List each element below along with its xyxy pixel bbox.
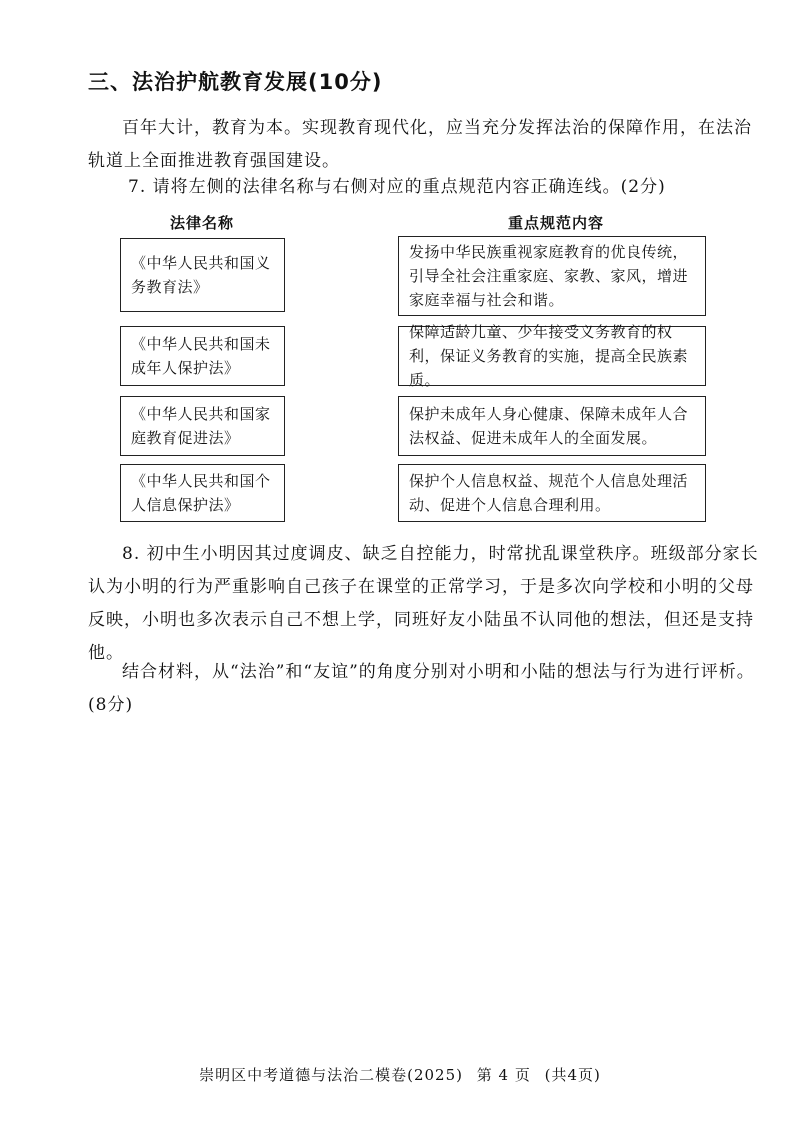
content-box-3: 保护未成年人身心健康、保障未成年人合法权益、促进未成年人的全面发展。 <box>398 396 706 456</box>
section-title: 三、法治护航教育发展(10分) <box>88 70 383 94</box>
page-number: 第 4 页 <box>476 1066 531 1084</box>
law-box-1: 《中华人民共和国义务教育法》 <box>120 238 285 312</box>
law-name-header: 法律名称 <box>170 214 235 232</box>
law-box-4: 《中华人民共和国个人信息保护法》 <box>120 464 285 522</box>
question-8-prompt: 结合材料，从“法治”和“友谊”的角度分别对小明和小陆的想法与行为进行评析。(8分) <box>88 662 755 715</box>
content-box-2: 保障适龄儿童、少年接受义务教育的权利，保证义务教育的实施，提高全民族素质。 <box>398 326 706 386</box>
exam-name: 崇明区中考道德与法治二模卷(2025) <box>199 1066 463 1084</box>
question-7-prompt: 7. 请将左侧的法律名称与右侧对应的重点规范内容正确连线。(2分) <box>128 177 666 197</box>
intro-paragraph: 百年大计，教育为本。实现教育现代化，应当充分发挥法治的保障作用，在法治轨道上全面推进教育强国建设。 <box>88 118 752 171</box>
question-8-material: 8. 初中生小明因其过度调皮、缺乏自控能力，时常扰乱课堂秩序。班级部分家长认为小明的行为严重影响自己孩子在课堂的正常学习，于是多次向学校和小明的父母反映，小明也多次表示自己不想上学，同班好友小陆虽不认同他的想法，但还是支持他。 <box>88 544 759 663</box>
page-total: (共4页) <box>544 1066 601 1084</box>
content-box-4: 保护个人信息权益、规范个人信息处理活动、促进个人信息合理利用。 <box>398 464 706 522</box>
law-box-2: 《中华人民共和国未成年人保护法》 <box>120 326 285 386</box>
content-box-1: 发扬中华民族重视家庭教育的优良传统，引导全社会注重家庭、家教、家风，增进家庭幸福与社会和谐。 <box>398 236 706 316</box>
page-footer <box>0 1064 800 1085</box>
content-header: 重点规范内容 <box>508 214 605 232</box>
law-box-3: 《中华人民共和国家庭教育促进法》 <box>120 396 285 456</box>
